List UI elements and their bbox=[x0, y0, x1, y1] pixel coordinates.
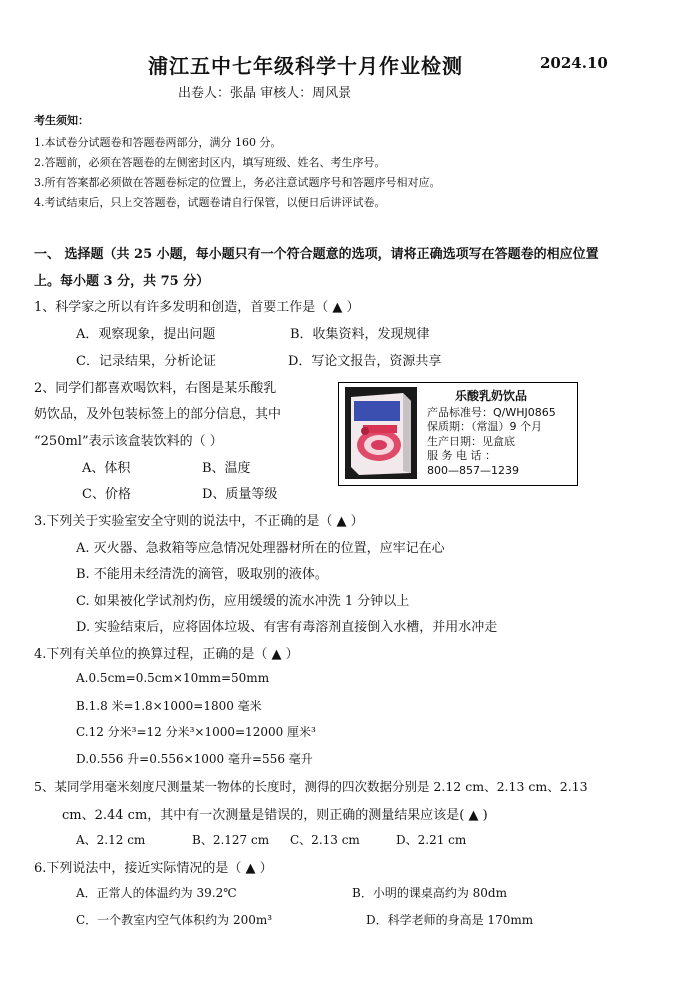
product-phone: 800—857—1239 bbox=[427, 463, 519, 477]
page-title: 浦江五中七年级科学十月作业检测 bbox=[148, 54, 463, 78]
q6-option-b: B．小明的课桌高约为 80dm bbox=[352, 886, 507, 900]
question-6-stem: 6.下列说法中，接近实际情况的是（ ▲ ） bbox=[34, 861, 273, 876]
q2-option-c: C、价格 bbox=[82, 487, 131, 502]
question-1-stem: 1、科学家之所以有许多发明和创造，首要工作是（ ▲ ） bbox=[34, 300, 360, 315]
byline: 出卷人：张晶 审核人：周风景 bbox=[178, 86, 352, 101]
question-5-stem: 5、某同学用毫米刻度尺测量某一物体的长度时，测得的四次数据分别是 2.12 cm、2.13 cm、2.13 bbox=[34, 779, 588, 794]
question-2-stem: 2、同学们都喜欢喝饮料，右图是某乐酸乳 bbox=[34, 381, 277, 396]
q4-option-b: B.1.8 米=1.8×1000=1800 毫米 bbox=[76, 699, 262, 713]
q3-option-b: B. 不能用未经清洗的滴管，吸取别的液体。 bbox=[76, 567, 328, 582]
notice-item: 1.本试卷分试题卷和答题卷两部分，满分 160 分。 bbox=[34, 136, 282, 149]
section-heading-cont: 上。每小题 3 分，共 75 分） bbox=[34, 274, 210, 289]
q4-option-d: D.0.556 升=0.556×1000 毫升=556 毫升 bbox=[76, 752, 313, 766]
section-heading: 一、 选择题（共 25 小题，每小题只有一个符合题意的选项，请将正确选项写在答题卷的相应位置 bbox=[34, 247, 599, 262]
q3-option-c: C. 如果被化学试剂灼伤，应用缓缓的流水冲洗 1 分钟以上 bbox=[76, 594, 410, 609]
q5-option-c: C、2.13 cm bbox=[290, 833, 360, 847]
question-2-stem: 奶饮品，及外包装标签上的部分信息，其中 bbox=[34, 407, 282, 422]
product-date: 生产日期：见盒底 bbox=[427, 434, 515, 448]
q6-option-d: D．科学老师的身高是 170mm bbox=[366, 913, 534, 927]
q3-option-d: D. 实验结束后，应将固体垃圾、有害有毒溶剂直接倒入水槽，并用水冲走 bbox=[76, 620, 498, 635]
notice-item: 2.答题前，必须在答题卷的左侧密封区内，填写班级、姓名、考生序号。 bbox=[34, 156, 386, 169]
q2-option-d: D、质量等级 bbox=[202, 487, 278, 502]
q2-option-a: A、体积 bbox=[82, 461, 131, 476]
q3-option-a: A. 灭火器、急救箱等应急情况处理器材所在的位置，应牢记在心 bbox=[76, 541, 445, 556]
notice-item: 4.考试结束后，只上交答题卷，试题卷请自行保管，以便日后讲评试卷。 bbox=[34, 196, 386, 209]
drink-carton-image bbox=[345, 387, 417, 479]
product-name: 乐酸乳奶饮品 bbox=[455, 389, 528, 403]
product-label-figure bbox=[338, 382, 578, 486]
question-5-stem: cm、2.44 cm，其中有一次测量是错误的，则正确的测量结果应该是( ▲ ) bbox=[62, 808, 488, 823]
q6-option-c: C．一个教室内空气体积约为 200m³ bbox=[76, 913, 273, 927]
q4-option-c: C.12 分米³=12 分米³×1000=12000 厘米³ bbox=[76, 725, 316, 739]
notice-heading: 考生须知： bbox=[34, 114, 89, 127]
q4-option-a: A.0.5cm=0.5cm×10mm=50mm bbox=[76, 671, 270, 685]
q2-option-b: B、温度 bbox=[202, 461, 251, 476]
q1-option-d: D．写论文报告，资源共享 bbox=[288, 354, 442, 369]
notice-item: 3.所有答案都必须做在答题卷标定的位置上，务必注意试题序号和答题序号相对应。 bbox=[34, 176, 441, 189]
product-phone-label: 服 务 电 话 ： bbox=[427, 449, 496, 462]
q6-option-a: A．正常人的体温约为 39.2℃ bbox=[76, 886, 237, 900]
q1-option-c: C．记录结果，分析论证 bbox=[76, 354, 216, 369]
q1-option-a: A．观察现象，提出问题 bbox=[76, 327, 216, 342]
question-2-stem: “250ml”表示该盒装饮料的（ ） bbox=[34, 434, 223, 449]
product-standard: 产品标准号：Q/WHJ0865 bbox=[427, 405, 556, 419]
q5-option-a: A、2.12 cm bbox=[76, 833, 146, 847]
q5-option-b: B、2.127 cm bbox=[192, 833, 270, 847]
question-3-stem: 3.下列关于实验室安全守则的说法中，不正确的是（ ▲ ） bbox=[34, 514, 364, 529]
question-4-stem: 4.下列有关单位的换算过程，正确的是（ ▲ ） bbox=[34, 647, 299, 662]
q5-option-d: D、2.21 cm bbox=[396, 833, 467, 847]
q1-option-b: B．收集资料，发现规律 bbox=[290, 327, 430, 342]
exam-date: 2024.10 bbox=[540, 54, 608, 72]
product-shelf-life: 保质期：（常温）9 个月 bbox=[427, 420, 542, 433]
